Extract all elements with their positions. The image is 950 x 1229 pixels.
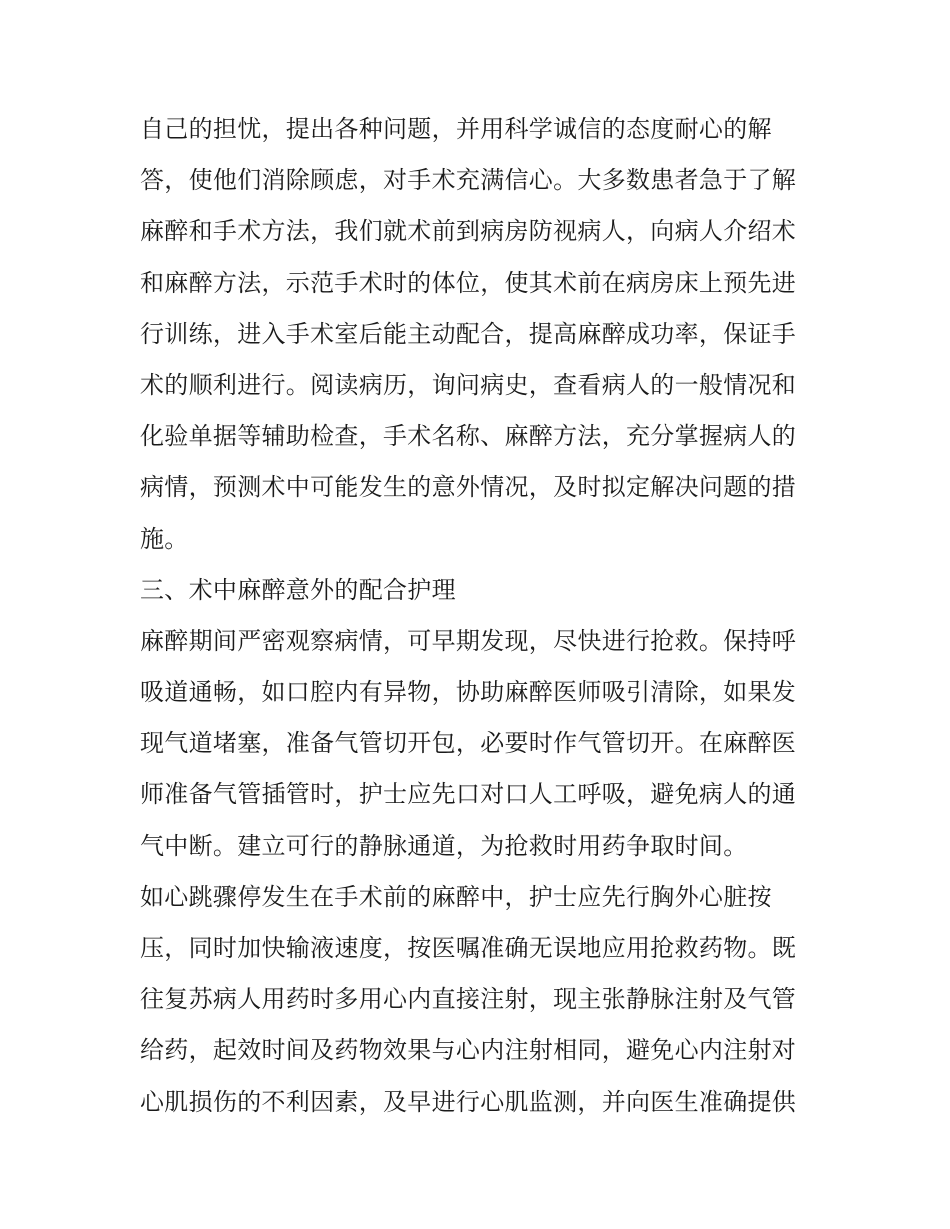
- body-text: [140, 104, 820, 1128]
- text-line: 病情，预测术中可能发生的意外情况，及时拟定解决问题的措: [140, 473, 797, 502]
- text-line: 自己的担忧，提出各种问题，并用科学诚信的态度耐心的解: [140, 115, 772, 143]
- text-line: 答，使他们消除顾虑，对手术充满信心。大多数患者急于了解: [140, 166, 797, 195]
- text-line: 压，同时加快输液速度，按医嘱准确无误地应用抢救药物。既: [140, 934, 797, 962]
- text-line: 给药，起效时间及药物效果与心内注射相同，避免心内注射对: [140, 1036, 797, 1065]
- section-heading: 三、术中麻醉意外的配合护理: [140, 575, 456, 604]
- text-line: 往复苏病人用药时多用心内直接注射，现主张静脉注射及气管: [140, 985, 797, 1014]
- text-line: 行训练，进入手术室后能主动配合，提高麻醉成功率，保证手: [140, 319, 797, 348]
- text-line: 气中断。建立可行的静脉通道，为抢救时用药争取时间。: [140, 831, 748, 860]
- text-line: 施。: [140, 524, 189, 553]
- text-line: 和麻醉方法，示范手术时的体位，使其术前在病房床上预先进: [140, 268, 797, 297]
- text-line: 麻醉期间严密观察病情，可早期发现，尽快进行抢救。保持呼: [140, 626, 797, 655]
- text-line: 心肌损伤的不利因素，及早进行心肌监测，并向医生准确提供: [140, 1087, 797, 1116]
- text-line: 现气道堵塞，准备气管切开包，必要时作气管切开。在麻醉医: [140, 729, 797, 758]
- text-line: 麻醉和手术方法，我们就术前到病房防视病人，向病人介绍术: [140, 217, 797, 246]
- text-line: 术的顺利进行。阅读病历，询问病史，查看病人的一般情况和: [140, 370, 797, 399]
- text-line: 师准备气管插管时，护士应先口对口人工呼吸，避免病人的通: [140, 780, 797, 809]
- text-line: 化验单据等辅助检查，手术名称、麻醉方法，充分掌握病人的: [140, 422, 797, 451]
- text-line: 如心跳骤停发生在手术前的麻醉中，护士应先行胸外心脏按: [140, 882, 772, 911]
- text-line: 吸道通畅，如口腔内有异物，协助麻醉医师吸引清除，如果发: [140, 678, 797, 707]
